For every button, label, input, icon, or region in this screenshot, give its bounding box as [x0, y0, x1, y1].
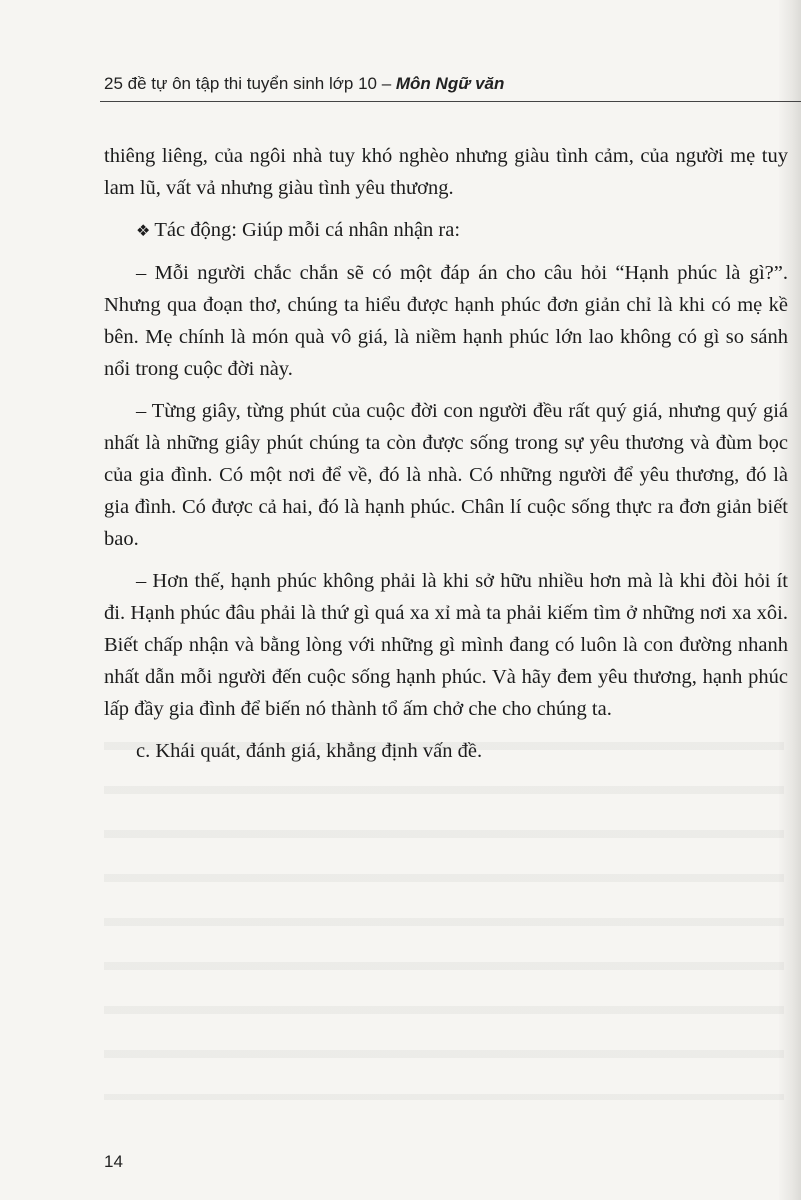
paragraph-section-c: c. Khái quát, đánh giá, khẳng định vấn đề. [136, 740, 483, 762]
header-subject: Môn Ngữ văn [395, 74, 505, 93]
page-number: 14 [104, 1152, 123, 1171]
running-header [104, 74, 504, 94]
diamond-bullet-icon: ❖ [136, 221, 151, 240]
show-through-text [104, 720, 784, 1100]
header-rule [100, 101, 801, 102]
paragraph-impact-heading [104, 214, 788, 247]
paragraph-continuation: thiêng liêng, của ngôi nhà tuy khó nghèo nhưng giàu tình cảm, của người mẹ tuy lam lũ, vất vả nhưng giàu tình yêu thương. [104, 145, 788, 199]
header-book-title: 25 đề tự ôn tập thi tuyển sinh lớp 10 – [104, 74, 396, 93]
paragraph-point-3: – Hơn thế, hạnh phúc không phải là khi sở hữu nhiều hơn mà là khi đòi hỏi ít đi. Hạnh phúc đâu phải là thứ gì quá xa xỉ mà ta phải kiếm tìm ở những nơi xa xôi. Biết chấp nhận và bằng lòng với những gì mình đang có luôn là con đường nhanh nhất dẫn mỗi người đến cuộc sống hạnh phúc. Và hãy đem yêu thương, hạnh phúc lấp đầy gia đình để biến nó thành tổ ấm chở che cho chúng ta. [104, 570, 788, 720]
body-text [104, 140, 788, 777]
impact-heading-text: Tác động: Giúp mỗi cá nhân nhận ra: [154, 219, 461, 241]
paragraph-point-2: – Từng giây, từng phút của cuộc đời con người đều rất quý giá, nhưng quý giá nhất là những giây phút chúng ta còn được sống trong sự yêu thương và đùm bọc của gia đình. Có một nơi để về, đó là nhà. Có những người để yêu thương, đó là gia đình. Có được cả hai, đó là hạnh phúc. Chân lí cuộc sống thực ra đơn giản biết bao. [104, 400, 788, 550]
paragraph-point-1: – Mỗi người chắc chắn sẽ có một đáp án cho câu hỏi “Hạnh phúc là gì?”. Nhưng qua đoạn thơ, chúng ta hiểu được hạnh phúc đơn giản chỉ là khi có mẹ kề bên. Mẹ chính là món quà vô giá, là niềm hạnh phúc lớn lao không có gì so sánh nổi trong cuộc đời này. [104, 262, 788, 380]
